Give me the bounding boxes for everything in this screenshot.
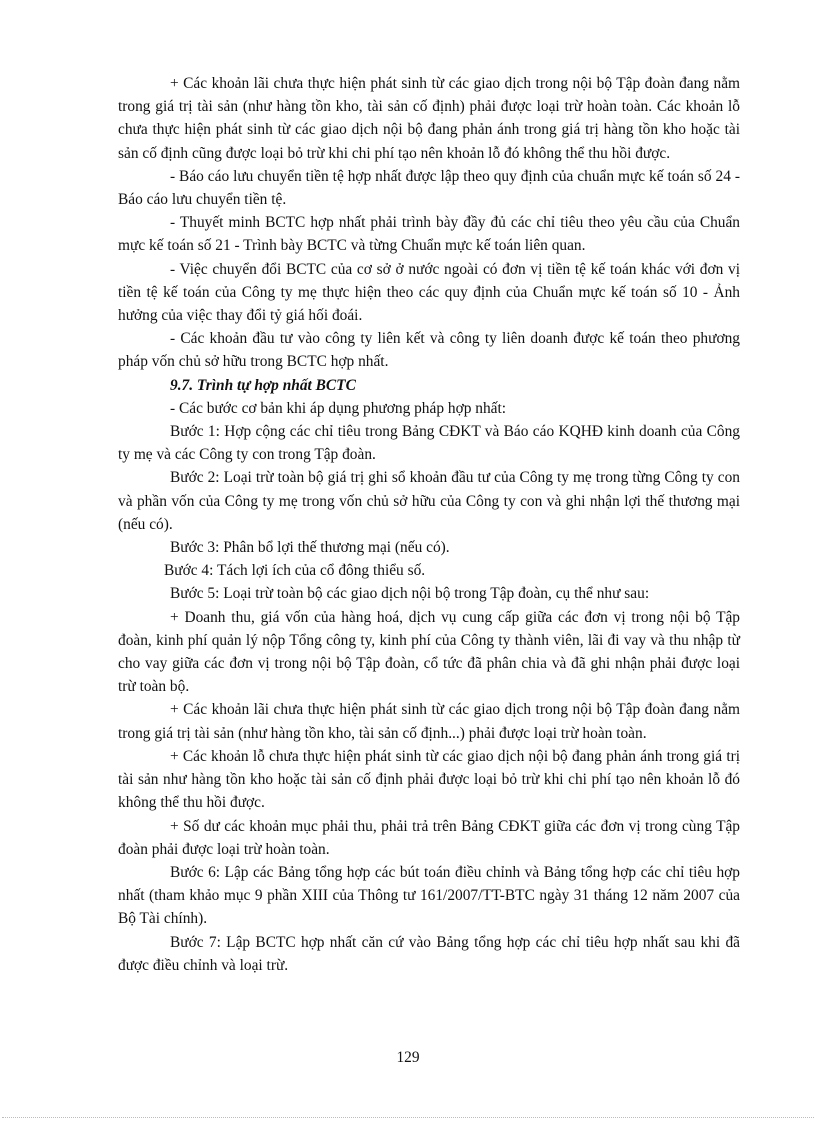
step-5-item-unrealized-profit: + Các khoản lãi chưa thực hiện phát sinh từ các giao dịch trong nội bộ Tập đoàn đang nằm trong giá trị tài sản (như hàng tồn kho, tài sản cố định...) phải được loại trừ hoàn toàn.	[118, 701, 740, 742]
page-body	[118, 72, 740, 977]
paragraph-cash-flow-statement: - Báo cáo lưu chuyển tiền tệ hợp nhất được lập theo quy định của chuẩn mực kế toán số 24 - Báo cáo lưu chuyển tiền tệ.	[118, 167, 740, 209]
paragraph-unrealized-profit-loss: + Các khoản lãi chưa thực hiện phát sinh từ các giao dịch trong nội bộ Tập đoàn đang nằm trong giá trị tài sản (như hàng tồn kho, tài sản cố định) phải được loại trừ hoàn toàn. Các khoản lỗ chưa thực hiện phát sinh từ các giao dịch nội bộ đang phản ánh trong giá trị hàng tồn kho hoặc tài sản cố định cũng được loại bỏ trừ khi chi phí tạo nên khoản lỗ đó không thể thu hồi được.	[118, 75, 740, 162]
step-6: Bước 6: Lập các Bảng tổng hợp các bút toán điều chỉnh và Bảng tổng hợp các chỉ tiêu hợp nhất (tham khảo mục 9 phần XIII của Thông tư 161/2007/TT-BTC ngày 31 tháng 12 năm 2007 của Bộ Tài chính).	[118, 863, 740, 928]
page-bottom-divider	[2, 1117, 814, 1118]
step-3: Bước 3: Phân bổ lợi thế thương mại (nếu có).	[170, 539, 450, 557]
paragraph-notes-disclosure: - Thuyết minh BCTC hợp nhất phải trình bày đầy đủ các chỉ tiêu theo yêu cầu của Chuẩn mực kế toán số 21 - Trình bày BCTC và từng Chuẩn mực kế toán liên quan.	[118, 214, 740, 255]
step-5: Bước 5: Loại trừ toàn bộ các giao dịch nội bộ trong Tập đoàn, cụ thể như sau:	[170, 585, 650, 603]
paragraph-associates-joint-ventures: - Các khoản đầu tư vào công ty liên kết và công ty liên doanh được kế toán theo phương pháp vốn chủ sở hữu trong BCTC hợp nhất.	[118, 330, 740, 371]
section-heading: 9.7. Trình tự hợp nhất BCTC	[170, 376, 356, 394]
step-2: Bước 2: Loại trừ toàn bộ giá trị ghi sổ khoản đầu tư của Công ty mẹ trong từng Công ty con và phần vốn của Công ty mẹ trong vốn chủ sở hữu của Công ty con và ghi nhận lợi thế thương mại (nếu có).	[118, 469, 740, 533]
step-5-item-unrealized-loss: + Các khoản lỗ chưa thực hiện phát sinh từ các giao dịch nội bộ đang phản ánh trong giá trị tài sản như hàng tồn kho hoặc tài sản cố định phải được loại bỏ trừ khi chi phí tạo nên khoản lỗ đó không thể thu hồi được.	[118, 747, 740, 812]
step-4: Bước 4: Tách lợi ích của cổ đông thiểu số.	[164, 562, 426, 580]
step-5-item-balances: + Số dư các khoản mục phải thu, phải trả trên Bảng CĐKT giữa các đơn vị trong cùng Tập đoàn phải được loại trừ hoàn toàn.	[118, 817, 740, 858]
step-1: Bước 1: Hợp cộng các chỉ tiêu trong Bảng CĐKT và Báo cáo KQHĐ kinh doanh của Công ty mẹ và các Công ty con trong Tập đoàn.	[118, 423, 740, 464]
page-number: 129	[396, 1049, 420, 1066]
step-7: Bước 7: Lập BCTC hợp nhất căn cứ vào Bảng tổng hợp các chỉ tiêu hợp nhất sau khi đã được điều chỉnh và loại trừ.	[118, 933, 740, 974]
paragraph-foreign-currency-translation: - Việc chuyển đổi BCTC của cơ sở ở nước ngoài có đơn vị tiền tệ kế toán khác với đơn vị tiền tệ kế toán của Công ty mẹ thực hiện theo các quy định của Chuẩn mực kế toán số 10 - Ảnh hưởng của việc thay đổi tỷ giá hối đoái.	[118, 260, 740, 325]
steps-intro: - Các bước cơ bản khi áp dụng phương pháp hợp nhất:	[170, 399, 507, 417]
step-5-item-revenue: + Doanh thu, giá vốn của hàng hoá, dịch vụ cung cấp giữa các đơn vị trong nội bộ Tập đoàn, kinh phí quản lý nộp Tổng công ty, kinh phí của Công ty thành viên, lãi đi vay và thu nhập từ cho vay giữa các đơn vị trong nội bộ Tập đoàn, cổ tức đã phân chia và đã ghi nhận phải được loại trừ toàn bộ.	[118, 608, 740, 696]
